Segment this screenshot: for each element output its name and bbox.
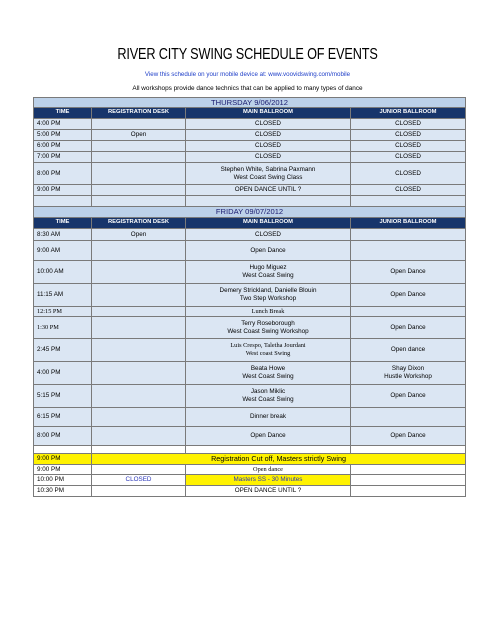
time-cell: 6:15 PM [34, 408, 92, 427]
instructor-line: Demery Strickland, Danielle Blouin [219, 287, 317, 295]
main-ballroom-cell [186, 284, 351, 307]
registration-cell: Open [92, 229, 186, 241]
main-ballroom-cell [186, 317, 351, 339]
registration-cell [92, 339, 186, 362]
table-row [34, 141, 466, 152]
time-cell: 6:00 PM [34, 141, 92, 152]
col-main-ballroom: MAIN BALLROOM [186, 218, 351, 229]
main-ballroom-cell: Dinner break [186, 408, 351, 427]
time-cell: 11:15 AM [34, 284, 92, 307]
main-ballroom-cell: Masters SS - 30 Minutes [186, 475, 351, 486]
class-line: West Coast Swing [242, 396, 294, 403]
table-row [34, 385, 466, 408]
column-header-row [34, 108, 466, 119]
main-ballroom-cell [186, 362, 351, 385]
junior-ballroom-cell: CLOSED [351, 130, 466, 141]
time-cell: 4:00 PM [34, 119, 92, 130]
main-ballroom-cell: OPEN DANCE UNTIL ? [186, 486, 351, 497]
time-cell: 10:00 PM [34, 475, 92, 486]
time-cell: 9:00 PM [34, 454, 92, 465]
junior-ballroom-cell [351, 408, 466, 427]
time-cell: 10:00 AM [34, 261, 92, 284]
registration-cell [92, 385, 186, 408]
main-ballroom-cell: CLOSED [186, 141, 351, 152]
junior-ballroom-cell: CLOSED [351, 152, 466, 163]
main-ballroom-cell [186, 261, 351, 284]
instructor-line: Shay Dixon [391, 365, 425, 373]
col-registration: REGISTRATION DESK [92, 218, 186, 229]
main-ballroom-cell: OPEN DANCE UNTIL ? [186, 185, 351, 196]
table-row [34, 119, 466, 130]
time-cell: 7:00 PM [34, 152, 92, 163]
main-ballroom-cell [186, 163, 351, 185]
time-cell: 1:30 PM [34, 317, 92, 339]
junior-ballroom-cell: Open Dance [351, 261, 466, 284]
junior-ballroom-cell: CLOSED [351, 185, 466, 196]
junior-ballroom-cell: Open Dance [351, 317, 466, 339]
instructor-line: Stephen White, Sabrina Paxmann [220, 165, 316, 173]
instructor-line: Beata Howe [250, 365, 286, 373]
time-cell: 10:30 PM [34, 486, 92, 497]
time-cell: 9:00 PM [34, 185, 92, 196]
time-cell: 5:00 PM [34, 130, 92, 141]
registration-cell [92, 427, 186, 446]
junior-ballroom-cell [351, 307, 466, 317]
time-cell: 8:30 AM [34, 229, 92, 241]
main-ballroom-cell: CLOSED [186, 152, 351, 163]
thursday-day-header [34, 98, 466, 108]
main-ballroom-cell: Open Dance [186, 427, 351, 446]
empty-cell [351, 446, 466, 454]
table-row [34, 408, 466, 427]
registration-cell: CLOSED [92, 475, 186, 486]
instructor-line: Terry Roseborough [241, 319, 295, 327]
table-row [34, 130, 466, 141]
registration-cell [92, 119, 186, 130]
junior-ballroom-cell [351, 486, 466, 497]
registration-cell [92, 307, 186, 317]
column-header-row [34, 218, 466, 229]
table-row [34, 465, 466, 475]
class-line: West coast Swing [245, 350, 291, 357]
main-ballroom-cell: Open Dance [186, 241, 351, 261]
empty-cell [92, 446, 186, 454]
col-time: TIME [34, 218, 92, 229]
class-line: West Coast Swing Workshop [227, 327, 309, 335]
col-junior-ballroom: JUNIOR BALLROOM [351, 218, 466, 229]
junior-ballroom-cell: Open Dance [351, 427, 466, 446]
time-cell: 8:00 PM [34, 163, 92, 185]
registration-cutoff-row [34, 454, 466, 465]
col-registration: REGISTRATION DESK [92, 108, 186, 119]
registration-cell [92, 465, 186, 475]
registration-cell [92, 362, 186, 385]
time-cell: 2:45 PM [34, 339, 92, 362]
instructor-line: Jason Miklic [250, 388, 286, 396]
cutoff-notice: Registration Cut off, Masters strictly Swing [92, 454, 466, 465]
junior-ballroom-cell [351, 241, 466, 261]
registration-cell [92, 152, 186, 163]
table-row [34, 427, 466, 446]
table-row [34, 317, 466, 339]
junior-ballroom-cell: Open Dance [351, 284, 466, 307]
junior-ballroom-cell: Open Dance [351, 385, 466, 408]
registration-cell [92, 185, 186, 196]
registration-cell [92, 284, 186, 307]
junior-ballroom-cell: CLOSED [351, 141, 466, 152]
main-ballroom-cell: Lunch Break [186, 307, 351, 317]
instructor-line: Hugo Miguez [249, 264, 287, 272]
time-cell: 4:00 PM [34, 362, 92, 385]
junior-ballroom-cell [351, 362, 466, 385]
empty-cell [92, 196, 186, 207]
junior-ballroom-cell: Open dance [351, 339, 466, 362]
table-row [34, 307, 466, 317]
table-row [34, 229, 466, 241]
table-row [34, 486, 466, 497]
instructor-line: Luis Crespo, Taletha Jourdani [230, 342, 306, 350]
registration-cell [92, 317, 186, 339]
table-row [34, 475, 466, 486]
main-ballroom-cell: Open dance [186, 465, 351, 475]
page-title: RIVER CITY SWING SCHEDULE OF EVENTS [117, 46, 378, 63]
registration-cell [92, 408, 186, 427]
spacer-row [34, 196, 466, 207]
registration-cell [92, 141, 186, 152]
main-ballroom-cell: CLOSED [186, 229, 351, 241]
main-ballroom-cell [186, 385, 351, 408]
junior-ballroom-cell [351, 465, 466, 475]
time-cell: 9:00 PM [34, 465, 92, 475]
class-line: West Coast Swing Class [233, 173, 303, 181]
table-row [34, 163, 466, 185]
empty-cell [34, 446, 92, 454]
class-line: West Coast Swing [242, 272, 294, 279]
col-main-ballroom: MAIN BALLROOM [186, 108, 351, 119]
empty-cell [186, 446, 351, 454]
col-junior-ballroom: JUNIOR BALLROOM [351, 108, 466, 119]
thursday-label: THURSDAY 9/06/2012 [34, 98, 466, 108]
time-cell: 5:15 PM [34, 385, 92, 408]
main-ballroom-cell: CLOSED [186, 130, 351, 141]
friday-label: FRIDAY 09/07/2012 [34, 207, 466, 218]
spacer-row [34, 446, 466, 454]
table-row [34, 261, 466, 284]
table-row [34, 284, 466, 307]
schedule-table [33, 97, 466, 497]
class-line: West Coast Swing [242, 373, 294, 380]
time-cell: 8:00 PM [34, 427, 92, 446]
junior-ballroom-cell [351, 229, 466, 241]
junior-ballroom-cell: CLOSED [351, 119, 466, 130]
registration-cell [92, 261, 186, 284]
workshop-note: All workshops provide dance technics that can be applied to many types of dance [132, 85, 363, 92]
table-row [34, 185, 466, 196]
main-ballroom-cell [186, 339, 351, 362]
table-row [34, 339, 466, 362]
empty-cell [34, 196, 92, 207]
empty-cell [186, 196, 351, 207]
registration-cell: Open [92, 130, 186, 141]
time-cell: 12:15 PM [34, 307, 92, 317]
registration-cell [92, 486, 186, 497]
class-line: Hustle Workshop [384, 373, 432, 380]
friday-day-header [34, 207, 466, 218]
mobile-schedule-link[interactable]: View this schedule on your mobile device at: www.voovidswing.com/mobile [144, 71, 351, 78]
table-row [34, 362, 466, 385]
time-cell: 9:00 AM [34, 241, 92, 261]
table-row [34, 241, 466, 261]
col-time: TIME [34, 108, 92, 119]
class-line: Two Step Workshop [239, 295, 297, 302]
main-ballroom-cell: CLOSED [186, 119, 351, 130]
table-row [34, 152, 466, 163]
registration-cell [92, 241, 186, 261]
empty-cell [351, 196, 466, 207]
registration-cell [92, 163, 186, 185]
junior-ballroom-cell: CLOSED [351, 163, 466, 185]
junior-ballroom-cell [351, 475, 466, 486]
